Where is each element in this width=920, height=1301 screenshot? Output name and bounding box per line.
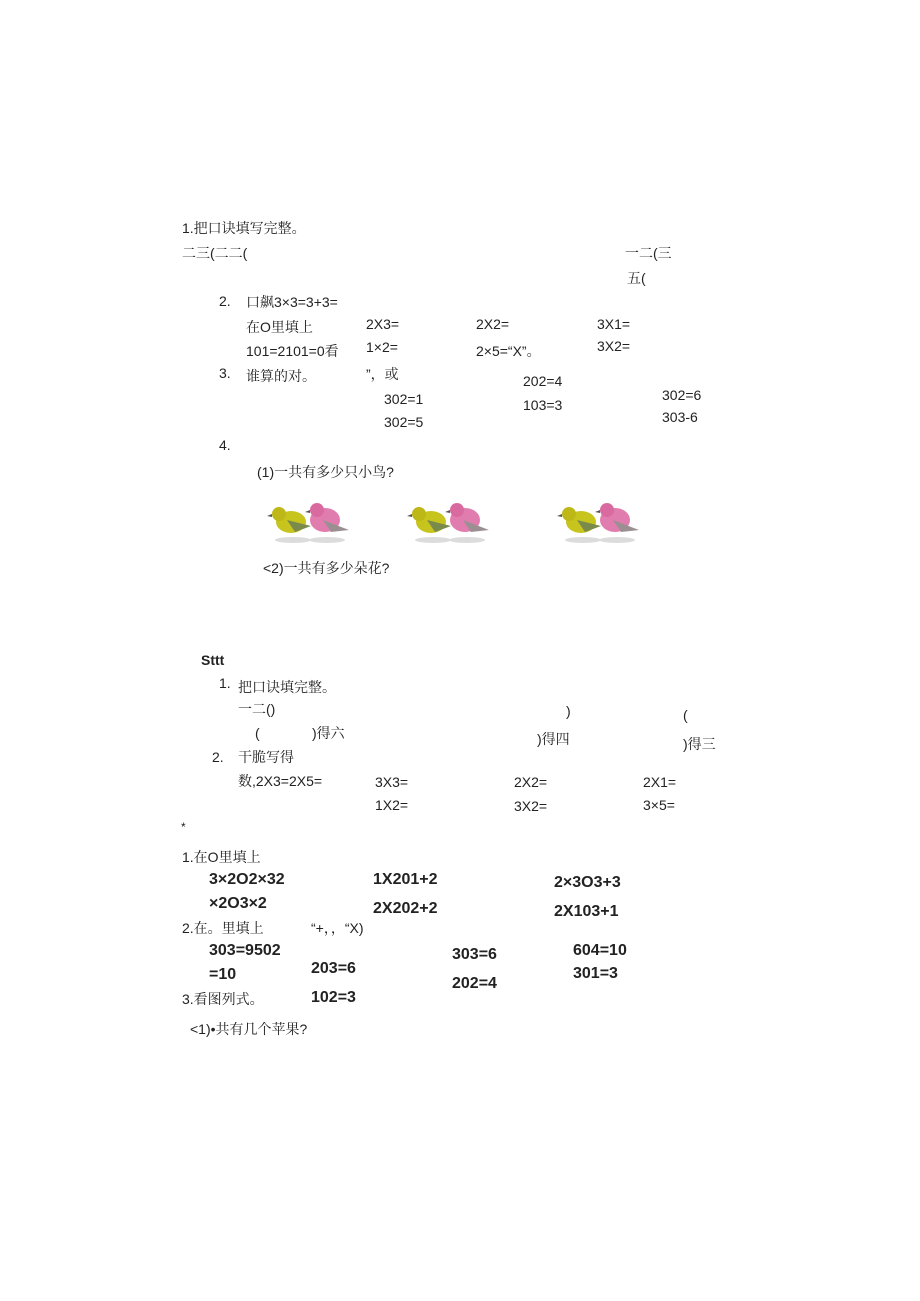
q3-mid-text: ”，或	[366, 366, 399, 382]
s3-q1-c2: 2X103+1	[554, 903, 619, 920]
section-2-heading: Sttt	[201, 652, 225, 668]
s2-q1-line-1: 一二()	[238, 701, 276, 717]
s3-q2-d2: 301=3	[573, 965, 618, 982]
s2-q2-cell-4: 1X2=	[375, 797, 409, 813]
q3-number: 3.	[219, 365, 231, 381]
s2-q2-cell-6: 3×5=	[643, 797, 675, 813]
q3-text: 谁算的对。	[246, 368, 316, 384]
bird-pair-2	[405, 496, 497, 546]
q2-cell-5: 2×5=“X”。	[476, 343, 541, 359]
s3-q1-c1: 2×3O3+3	[554, 874, 621, 891]
section-3-star: *	[181, 820, 186, 834]
s2-q1-line-2c: )得四	[537, 731, 570, 747]
s3-q1-b2: 2X202+2	[373, 900, 438, 917]
q3-answer-b2: 103=3	[523, 397, 563, 413]
q1-left-fill: 二三(二二(	[182, 245, 248, 261]
s3-q1-a2: ×2O3×2	[209, 895, 267, 912]
s3-q2-a2: =10	[209, 966, 237, 983]
s3-q1-a1: 3×2O2×32	[209, 871, 285, 888]
s3-q1-b1: 1X201+2	[373, 871, 438, 888]
s3-q2-a1: 303=9502	[209, 942, 281, 959]
s2-q1-line-2a: (	[255, 725, 260, 741]
s2-q2-cell-1: 3X3=	[375, 774, 409, 790]
s2-q2-cell-2: 2X2=	[514, 774, 548, 790]
q4-number: 4.	[219, 437, 231, 453]
s3-q2-b2: 102=3	[311, 989, 356, 1006]
q3-answer-c1: 302=6	[662, 387, 702, 403]
s3-q2-title: 2.在。里填上	[182, 920, 264, 936]
s3-q2-c2: 202=4	[452, 975, 497, 992]
q1-right-fill-a: 一二(三	[625, 245, 672, 261]
q2-cell-3: 3X1=	[597, 316, 631, 332]
q2-cell-1: 2X3=	[366, 316, 400, 332]
q2-line-3: 101=2101=0看	[246, 343, 339, 359]
q4-sub-question-1: (1)一共有多少只小鸟?	[257, 464, 394, 480]
s2-q1-title: 把口诀填完整。	[238, 679, 336, 695]
s2-q1-number: 1.	[219, 675, 231, 691]
s3-q3-title: 3.看图列式。	[182, 991, 264, 1007]
q2-number: 2.	[219, 293, 231, 309]
bird-pair-1	[265, 496, 357, 546]
q2-cell-6: 3X2=	[597, 338, 631, 354]
s2-q2-line: 数,2X3=2X5=	[238, 773, 323, 789]
s2-q2-cell-3: 2X1=	[643, 774, 677, 790]
q2-line-1: 口飙3×3=3+3=	[246, 294, 338, 310]
q4-sub-question-2: <2)一共有多少朵花?	[263, 560, 390, 576]
s2-q1-paren-a: )	[566, 703, 571, 719]
s2-q2-title: 干脆写得	[238, 749, 294, 765]
q3-answer-a1: 302=1	[384, 391, 424, 407]
q3-answer-a2: 302=5	[384, 414, 424, 430]
q3-answer-c2: 303-6	[662, 409, 698, 425]
s3-q2-c1: 303=6	[452, 946, 497, 963]
q2-line-2: 在O里填上	[246, 319, 313, 335]
bird-pair-3	[555, 496, 647, 546]
s2-q1-paren-b: (	[683, 707, 688, 723]
q3-answer-b1: 202=4	[523, 373, 563, 389]
s3-q2-symbols: “+，，“X)	[311, 920, 364, 936]
q2-cell-4: 1×2=	[366, 339, 398, 355]
s2-q2-cell-5: 3X2=	[514, 798, 548, 814]
s2-q1-line-2b: )得六	[312, 725, 345, 741]
s2-q1-line-2d: )得三	[683, 736, 716, 752]
s3-q1-title: 1.在O里填上	[182, 849, 261, 865]
q2-cell-2: 2X2=	[476, 316, 510, 332]
q1-title: 1.把口诀填写完整。	[182, 220, 306, 236]
s3-q2-d1: 604=10	[573, 942, 627, 959]
s2-q2-number: 2.	[212, 749, 224, 765]
s3-q2-b1: 203=6	[311, 960, 356, 977]
s3-q3-sub-question-1: <1)•共有几个苹果?	[190, 1021, 308, 1037]
q1-right-fill-b: 五(	[627, 270, 646, 286]
